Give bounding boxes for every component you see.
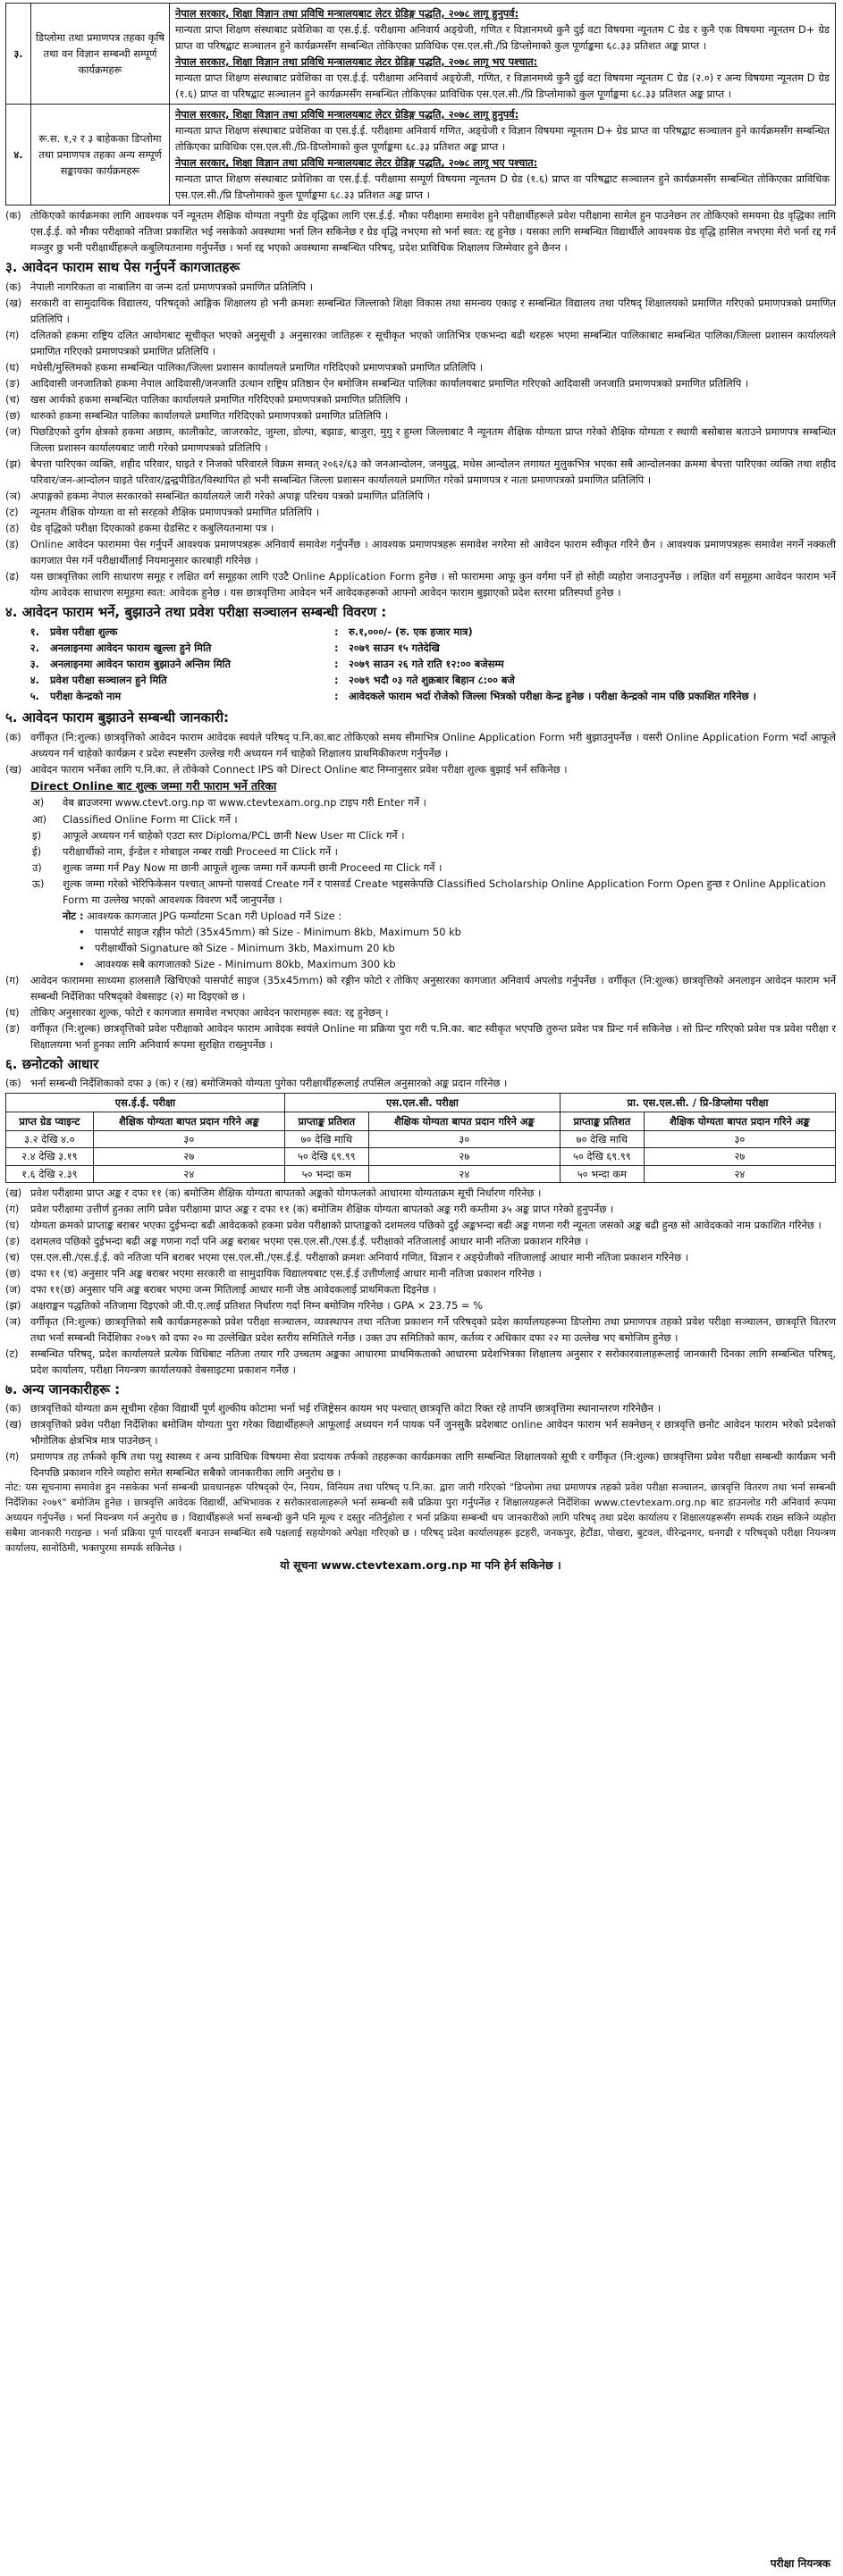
item-marker: (ठ): [5, 522, 20, 535]
selection-item: [5, 1201, 836, 1217]
document-item: [5, 456, 836, 488]
grade-subheader: प्राप्ताङ्क प्रतिशत: [284, 1112, 368, 1131]
item-text: आवेदन फाराममा साध्यमा हालसालै खिचिएको पासपोर्ट साइज (35x45mm) को रङ्गीन फोटो र तोकिए अनुसारका कागजात अनिवार्य अपलोड गर्नुपर्नेछ । वर्गीकृत (नि:शुल्क) छात्रवृत्तिको अनलाइन आवेदन फाराम भर्ने सम्बन्धी निर्देशिका परिषद्को वेबसाइट (२) मा दिइएको छ ।: [30, 973, 836, 1003]
item-marker: (क): [5, 280, 21, 293]
item-marker: (ङ): [5, 1234, 21, 1247]
step-text: शुल्क जम्मा गर्न Pay Now मा छानी आफूले शुल्क जम्मा गर्ने कम्पनी छानी Proceed मा Click गर्ने ।: [63, 860, 443, 874]
item-text: Online आवेदन फाराममा पेस गर्नुपर्ने आवश्यक प्रमाणपत्रहरू अनिवार्य समावेश गर्नुपर्नेछ । आवश्यक प्रमाणपत्रहरू समावेश नगरेमा सो आवेदन फाराम स्वीकृत गरिने छैन । आवश्यक प्रमाणपत्रहरू समावेश नगर्ने नक्कली कागजात पेस गर्ने परीक्षार्थीलाई नियमानुसार कारबाही गरिनेछ ।: [30, 538, 836, 567]
note-ka: (क) तोकिएको कार्यक्रमका लागि आवश्यक पर्ने न्यूनतम शैक्षिक योग्यता नपुगी ग्रेड वृद्धिका लागि एस.ई.ई. मौका परीक्षामा समावेश हुने परीक्षार्थीहरूले प्रवेश परीक्षामा सामेल हुन पाउनेछन तर तोकिएको समयमा ग्रेड वृद्धिका लागि एस.ई.ई. को मौका परीक्षाको नतिजा प्रकाशित भई नसकेको अवस्थामा भर्ना लिन सकिनेछ र ग्रेड वृद्धि नभएमा सो भर्ना स्वत: रद्द हुनेछ । यसका लागि सम्बन्धित विद्यार्थीले आवश्यक ग्रेड वृद्धि हासिल नभएमा मेरो भर्ना रद्द गर्न मञ्जुर छु भनी परीक्षार्थीहरूले कबुलियतनामा गर्नुपर्नेछ । भर्ना रद्द भएको अवस्थामा सम्बन्धित परिषद्, प्रदेश प्राविधिक शिक्षालय जिम्मेवार हुने छैनन ।: [5, 209, 836, 255]
eligibility-row: [6, 4, 836, 105]
item-marker: (क): [5, 1402, 21, 1415]
item-marker: (घ): [5, 361, 20, 373]
step-marker: अ): [32, 796, 45, 810]
schedule-label: प्रवेश परीक्षा शुल्क: [50, 625, 118, 638]
item-marker: (ग): [5, 328, 20, 341]
row-number: ४.: [6, 105, 31, 206]
item-marker: (छ): [5, 1266, 21, 1280]
bullet-icon: •: [79, 925, 85, 938]
item-text: तोकिए अनुसारका शुल्क, फोटो र कागजात समावेश नभएका आवेदन फारामहरू स्वत: रद्द हुनेछन् ।: [30, 1005, 389, 1019]
eligibility-text: मान्यता प्राप्त शिक्षण संस्थाबाट प्रवेशिका वा एस.ई.ई. परीक्षामा अनिवार्य गणित, अङ्ग्रेजी र विज्ञान विषयमा न्यूनतम D+ ग्रेड प्राप्त वा परिषद्बाट सञ्चालन हुने कार्यक्रमसँग सम्बन्धित तोकिएका प्राविधिक एस.एल.सी./प्रि-डिप्लोमाको कुल पूर्णाङ्कमा ६८.३३ प्रतिशत अङ्क प्राप्त ।: [175, 124, 830, 154]
item-text: खस आर्यको हकमा सम्बन्धित पालिका कार्यालयले प्रमाणित गरिदिएको प्रमाणपत्रको प्रमाणित प्रतिलिपि ।: [30, 393, 409, 407]
schedule-value: २०७९ साउन १५ गतेदेखि: [349, 641, 440, 654]
section-5-title: ५. आवेदन फाराम बुझाउने सम्बन्धी जानकारी:: [5, 709, 229, 726]
schedule-number: २.: [30, 641, 39, 654]
item-text: अक्षराङ्कन पद्धतिको नतिजामा दिइएको जी.पी.ए.लाई प्रतिशत निर्धारण गर्दा निम्न बमोजिम गरिनेछ । GPA × 23.75 = %: [30, 1298, 483, 1312]
grade-cell: ३०: [93, 1131, 284, 1148]
online-step: [5, 794, 836, 810]
grade-cell: २.४ देखि ३.१९: [6, 1148, 94, 1165]
schedule-label: परीक्षा केन्द्रको नाम: [50, 689, 122, 702]
item-marker: (ड): [5, 538, 19, 551]
schedule-number: ४.: [30, 673, 39, 686]
step-marker: उ): [32, 860, 42, 874]
grade-group-see: एस.ई.ई. परीक्षा: [6, 1094, 285, 1112]
schedule-value: २०७९ भदौ ०३ गते शुक्रबार बिहान ८:०० बजे: [349, 673, 515, 686]
grade-subheader: शैक्षिक योग्यता बापत प्रदान गरिने अङ्क: [644, 1112, 835, 1131]
grade-subheader: प्राप्ताङ्क प्रतिशत: [560, 1112, 644, 1131]
item-text: सरकारी वा सामुदायिक विद्यालय, परिषद्को आङ्गिक शिक्षालय हो भनी क्रमशः सम्बन्धित जिल्लाको शिक्षा विकास तथा समन्वय एकाइ र सम्बन्धित विद्यालय तथा परिषद् शिक्षालयको प्रमाणित गरिएको प्रमाणपत्रको प्रमाणित प्रतिलिपि ।: [30, 296, 836, 325]
schedule-label: प्रवेश परीक्षा सञ्चालन हुने मिति: [50, 673, 167, 686]
grade-row: [6, 1165, 836, 1182]
schedule-row: [5, 672, 836, 688]
item-text: मधेसी/मुस्लिमको हकमा सम्बन्धित पालिका/जिल्ला प्रशासन कार्यालयले प्रमाणित गरिदिएको प्रमाणपत्रको प्रमाणित प्रतिलिपि ।: [30, 361, 484, 373]
document-item: [5, 375, 836, 391]
item-text: प्रवेश परीक्षामा उत्तीर्ण हुनका लागि प्रवेश परीक्षामा प्राप्त अङ्क र दफा ११ (क) बमोजिम शैक्षिक योग्यता बापतको अङ्क गरी कम्तीमा ३५ अङ्क प्राप्त गरेको हुनुपर्नेछ ।: [30, 1202, 614, 1215]
item-marker: (ग): [5, 1202, 20, 1215]
item-text: सम्बन्धित परिषद्, प्रदेश कार्यालयले प्रत्येक विधिबाट नतिजा तयार गरि उच्चतम अङ्कका आधारमा प्राथमिकताको आधारमा प्रदेशभित्रका शिक्षालय अनुसार र सरोकारवालाहरूलाई जानकारी दिनका लागि सम्बन्धित परिषद्, प्रदेश कार्यालय, परीक्षा नियन्त्रण कार्यालयको वेबसाइटमा प्रकाशन गर्नेछ ।: [30, 1347, 836, 1376]
item-marker: (ञ): [5, 1314, 21, 1328]
grade-cell: ५० भन्दा कम: [560, 1165, 644, 1182]
item-text: दशमलव पछिको दुईभन्दा बढी अङ्क गणना गर्दा पनि अङ्क बराबर भएमा एस.एल.सी./एस.ई.ई. परीक्षाको नतिजालाई आधार मानी नतिजा प्रकाशन गरिनेछ ।: [30, 1234, 588, 1247]
step-text: Classified Online Form मा Click गर्ने ।: [63, 812, 238, 826]
item-text: थारुको हकमा सम्बन्धित पालिका कार्यालयले प्रमाणित गरिदिएको प्रमाणपत्रको प्रमाणित प्रतिलिपि ।: [30, 409, 389, 423]
section-5-list-2: [5, 972, 836, 1053]
item-text: वर्गीकृत (नि:शुल्क) छात्रवृत्तिको आवेदन फाराम आवेदक स्वयंले परिषद् प.नि.का.बाट तोकिएको समय सीमाभित्र Online Application Form भरी बुझाउनुपर्नेछ । यसरी Online Application Form भर्दा आफूले अध्ययन गर्न चाहेको कार्यक्रम र प्रदेश स्पष्टसँग उल्लेख गरी अध्ययन गर्न चाहेको शिक्षालय प्राथमिकीकरण गर्नुपर्नेछ ।: [30, 730, 836, 759]
document-item: [5, 407, 836, 424]
item-text: वर्गीकृत (नि:शुल्क) छात्रवृत्तिको सबै कार्यक्रमहरूको प्रवेश परीक्षा सञ्चालन, व्यवस्थापन तथा नतिजा प्रकाशन गर्ने परिषद्को प्रदेश कार्यालयहरूमा डिप्लोमा तथा प्रमाणपत्र तहको प्रवेश परीक्षा सञ्चालन, छात्रवृत्ति वितरण तथा भर्ना सम्बन्धी निर्देशिका २०७९ को दफा २० मा उल्लेखित प्रदेश स्तरीय समितिले गर्नेछ । उक्त उप समितिको काम, कर्तव्य र अधिकार दफा २२ मा उल्लेख भए बमोजिम हुनेछ ।: [30, 1314, 836, 1344]
item-marker: (ग): [5, 973, 20, 986]
item-marker: (ग): [5, 1450, 20, 1464]
item-text: अपाङ्गको हकमा नेपाल सरकारको सम्बन्धित कार्यालयले जारी गरेको अपाङ्ग परिचय पत्रको प्रमाणित प्रतिलिपि ।: [30, 490, 431, 503]
schedule-row: [5, 640, 836, 656]
schedule-number: ३.: [30, 657, 39, 670]
document-item: [5, 536, 836, 568]
item-marker: (छ): [5, 409, 21, 423]
document-item: [5, 391, 836, 407]
item-text: न्यूनतम शैक्षिक योग्यता वा सो सरहको शैक्षिक प्रमाणपत्रको प्रमाणित प्रतिलिपि ।: [30, 506, 320, 519]
schedule-row: [5, 624, 836, 640]
section-5-list: [5, 729, 836, 777]
schedule-colon: :: [334, 657, 339, 670]
item-marker: (ट): [5, 1347, 19, 1360]
section-7-title: ७. अन्य जानकारीहरू :: [5, 1380, 121, 1397]
item-marker: (घ): [5, 1005, 20, 1019]
grade-cell: २७: [368, 1148, 560, 1165]
schedule-colon: :: [334, 673, 339, 686]
schedule-number: १.: [30, 625, 39, 638]
item-text: दफा ११(छ) अनुसार पनि अङ्क बराबर भएमा जन्म मितिलाई आधार मानी जेष्ठ आवेदकलाई प्राथमिकता दिइनेछ ।: [30, 1282, 436, 1296]
item-marker: (ट): [5, 506, 19, 519]
schedule-number: ५.: [30, 689, 39, 702]
submission-item: [5, 761, 836, 777]
step-text: वेब ब्राउजरमा www.ctevt.org.np वा www.ctevtexam.org.np टाइप गरी Enter गर्ने ।: [63, 796, 426, 810]
document-item: [5, 295, 836, 327]
section-3-list: [5, 279, 836, 600]
selection-item: [5, 1297, 836, 1313]
eligibility-details: [170, 4, 836, 105]
grade-cell: ७० देखि माथि: [560, 1131, 644, 1148]
step-text: परीक्षार्थीको नाम, ईन्डेल र मोबाइल नम्बर राखी Proceed मा Click गर्ने ।: [63, 844, 338, 858]
upload-size-item: [5, 940, 836, 956]
bullet-icon: •: [79, 957, 85, 970]
item-marker: (ख): [5, 1418, 22, 1431]
grade-cell: २४: [368, 1165, 560, 1182]
item-marker: (झ): [5, 457, 21, 471]
document-item: [5, 504, 836, 520]
step-text: आफूले अध्ययन गर्न चाहेको एउटा स्तर Diploma/PCL छानी New User मा Click गर्ने ।: [63, 828, 405, 842]
document-item: [5, 279, 836, 295]
item-text: दलितको हकमा राष्ट्रिय दलित आयोगबाट सूचीकृत भएको अनुसूची ३ अनुसारका जातिहरू र सूचीकृत भएको जातिभित्र एकभन्दा बढी थरहरू भएमा सम्बन्धित पालिकाबाट सम्बन्धित पालिका/जिल्ला प्रशासन कार्यालयले प्रमाणित गरिएको प्रमाणपत्रको प्रमाणित प्रतिलिपि ।: [30, 328, 836, 357]
online-step: [5, 843, 836, 860]
row-number: ३.: [6, 4, 31, 105]
item-marker: (ख): [5, 1186, 22, 1199]
item-text: एस.एल.सी./एस.ई.ई. को नतिजा पनि बराबर भएमा एस.एल.सी./एस.ई.ई. परीक्षाको क्रमशः अनिवार्य गणित, विज्ञान र अङ्ग्रेजीको नतिजालाई आधार मानी नतिजा प्रकाशन गरिनेछ ।: [30, 1250, 689, 1263]
schedule-value: रु.१,०००/- (रु. एक हजार मात्र): [349, 625, 473, 638]
upload-size-text: परीक्षार्थीको Signature को Size - Minimum 3kb, Maximum 20 kb: [95, 941, 395, 954]
item-text: यस छात्रवृत्तिका लागि साधारण समूह र लक्षित वर्ग समूहका लागि एउटै Online Application Form हुनेछ । सो फाराममा आफू कुन वर्गमा पर्ने हो सोही व्यहोरा जनाउनुपर्नेछ । लक्षित वर्ग समूहमा आवेदन फाराम भर्ने योग्य आवेदक साधारण समूहमा स्वत: आवेदक हुनेछ । यस छात्रवृत्तिमा आवेदन भर्ने आवेदकहरूको आफ्नो आवेदन फाराम बुझाएको प्रदेश स्तरमा प्रतिस्पर्धा हुनेछ ।: [30, 570, 836, 600]
eligibility-text: मान्यता प्राप्त शिक्षण संस्थाबाट प्रवेशिका वा एस.ई.ई. परीक्षामा अनिवार्य अङ्ग्रेजी, गणित र विज्ञानमध्ये कुनै दुई वटा विषयमा न्यूनतम C ग्रेड र कुनै एक विषयमा न्यूनतम D+ ग्रेड प्राप्त वा परिषद्बाट सञ्चालन हुने कार्यक्रमसँग सम्बन्धित तोकिएका प्राविधिक एस.एल.सी./प्रि डिप्लोमाको कुल पूर्णाङ्कमा ६८.३३ प्रतिशत अङ्क प्राप्त ।: [175, 23, 830, 53]
item-marker: (च): [5, 1250, 21, 1263]
section-4-title: ४. आवेदन फाराम भर्ने, बुझाउने तथा प्रवेश परीक्षा सञ्चालन सम्बन्धी विवरण :: [5, 604, 387, 621]
grade-group-tslc: प्रा. एस.एल.सी. / प्रि-डिप्लोमा परीक्षा: [560, 1094, 835, 1112]
online-step: [5, 827, 836, 843]
eligibility-details: [170, 105, 836, 206]
item-text: छात्रवृत्तिको प्रवेश परीक्षा निर्देशिका बमोजिम योग्यता पुरा गरेका विद्यार्थीहरूले आफूलाई अध्ययन गर्न पायक पर्ने जुनसुकै प्रदेशबाट online आवेदन फाराम भर्न सक्नेछन् र छात्रवृत्ति छनोट आवेदन फाराम भरेको प्रदेशको भौगोलिक क्षेत्रभित्र मात्र पाउनेछन् ।: [30, 1418, 836, 1447]
document-item: [5, 327, 836, 359]
item-text: वर्गीकृत (नि:शुल्क) छात्रवृत्तिको प्रवेश परीक्षाको आवेदन फाराम आवेदक स्वयंले Online मा प्रक्रिया पुरा गरी प.नि.का. बाट स्वीकृत भएपछि तुरुन्त प्रवेश पत्र प्रिन्ट गर्न सकिनेछ । सो प्रिन्ट गरिएको प्रवेश पत्र प्रवेश परीक्षा र शिक्षालयमा भर्ना हुनका लागि अनिवार्य रूपमा सुरक्षित राख्नुपर्नेछ ।: [30, 1021, 836, 1051]
schedule-colon: :: [334, 625, 339, 638]
item-marker: (झ): [5, 1298, 21, 1312]
item-text: दफा ११ (च) अनुसार पनि अङ्क बराबर भएमा सरकारी वा सामुदायिक विद्यालयबाट एस.ई.ई उत्तीर्णलाई आधार मानी नतिजा प्रकाशन गरिनेछ ।: [30, 1266, 542, 1280]
grade-cell: १.६ देखि २.३९: [6, 1165, 94, 1182]
item-text: प्रवेश परीक्षामा प्राप्त अङ्क र दफा ११ (क) बमोजिम शैक्षिक योग्यता बापतको अङ्कको योगफलको आधारमा योग्यताक्रम सूची निर्धारण गरिनेछ ।: [30, 1186, 542, 1199]
upload-note: नोट : आवश्यक कागजात JPG फर्म्याटमा Scan गरी Upload गर्ने Size :: [63, 909, 342, 922]
step-marker: इ): [32, 828, 42, 842]
step-marker: आ): [32, 812, 47, 826]
step-text: शुल्क जम्मा गरेको भेरिफिकेसन पश्चात् आफ्नो पासवर्ड Create गर्ने र पासवर्ड Create भइसकेपछि Classified Scholarship Online Application Form Open हुन्छ र Online Application Form मा उल्लेख भएको आवश्यक विवरण भर्दै जानुपर्नेछ ।: [63, 877, 826, 906]
item-marker: (ख): [5, 762, 22, 776]
eligibility-heading: नेपाल सरकार, शिक्षा विज्ञान तथा प्रविधि मन्त्रालयबाट लेटर ग्रेडिङ्ग पद्धति, २०७८ लागू भए पश्चात:: [175, 156, 538, 170]
item-text: पिछडिएको दुर्गम क्षेत्रको हकमा अछाम, कालीकोट, जाजरकोट, जुम्ला, डोल्पा, बझाङ, बाजुरा, मुगु र हुम्ला जिल्लाबाट नै न्यूनतम शैक्षिक योग्यता प्राप्त गरेको शैक्षिक योग्यता र स्थायी बसोबास बताउने प्रमाणपत्र सम्बन्धित जिल्ला प्रशासन कार्यालयबाट जारी गरेको प्रमाणपत्रको प्रतिलिपि ।: [30, 425, 836, 455]
grade-cell: ३.२ देखि ४.०: [6, 1131, 94, 1148]
bullet-icon: •: [79, 941, 85, 954]
grade-cell: ५० भन्दा कम: [284, 1165, 368, 1182]
document-item: [5, 488, 836, 504]
program-name: रू.स. १,२ र ३ बाहेकका डिप्लोमा तथा प्रमाणपत्र तहका अन्य सम्पूर्ण सङ्कायका कार्यक्रमहरू: [31, 105, 170, 206]
schedule-label: अनलाइनमा आवेदन फाराम खुल्ला हुने मिति: [50, 641, 212, 654]
schedule-value: आवेदकले फाराम भर्दा रोजेको जिल्ला भित्रको परीक्षा केन्द्र हुनेछ । परीक्षा केन्द्रको नाम पछि प्रकाशित गरिनेछ ।: [349, 689, 756, 702]
item-marker: (ज): [5, 1282, 21, 1296]
item-marker: (ज): [5, 425, 21, 439]
section-6-title: ६. छनोटको आधार: [5, 1055, 99, 1072]
grade-row: [6, 1131, 836, 1148]
item-marker: (ङ): [5, 1021, 21, 1035]
upload-size-item: [5, 924, 836, 940]
item-marker: (ढ): [5, 570, 20, 583]
grade-cell: २४: [93, 1165, 284, 1182]
direct-online-steps: [5, 794, 836, 907]
selection-item: [5, 1217, 836, 1233]
section-6-list: [5, 1185, 836, 1378]
selection-item: [5, 1185, 836, 1201]
grade-subheader: शैक्षिक योग्यता बापत प्रदान गरिने अङ्क: [368, 1112, 560, 1131]
item-text: प्रमाणपत्र तह तर्फको कृषि तथा पशु स्वास्थ्य र अन्य प्राविधिक विषयमा सेवा प्रदायक तर्फको तहहरूका कार्यक्रमका लागि सम्बन्धित शिक्षालयको सूची र वर्गीकृत (नि:शुल्क) छात्रवृत्तिमा प्रवेश परीक्षा सम्बन्धी कार्यक्रम भनी दिनपछि प्रकाशन गरिने व्यहोरा समेत सम्बन्धित सबैको जानकारीका लागि अनुरोध छ ।: [30, 1450, 836, 1480]
selection-item: [5, 1265, 836, 1281]
selection-item: [5, 1346, 836, 1378]
selection-item: [5, 1313, 836, 1346]
website-note: यो सूचना www.ctevtexam.org.np मा पनि हेर्न सकिनेछ ।: [280, 1557, 561, 1572]
program-name: डिप्लोमा तथा प्रमाणपत्र तहका कृषि तथा वन विज्ञान सम्बन्धी सम्पूर्ण कार्यक्रमहरू: [31, 4, 170, 105]
footnote: नोट: यस सूचनामा समावेश हुन नसकेका भर्ना सम्बन्धी प्रावधानहरू परिषद्को ऐन, नियम, विनियम तथा परिषद् प.नि.का. द्वारा जारी गरिएको "डिप्लोमा तथा प्रमाणपत्र तहको प्रवेश परीक्षा सञ्चालन, छात्रवृत्ति वितरण तथा भर्ना सम्बन्धी निर्देशिका २०७९" बमोजिम हुनेछ । छात्रवृत्ति आवेदक विद्यार्थी, अभिभावक र सरोकारवालाहरूले भर्ना सम्बन्धी सबै प्रक्रिया पुरा गर्नुपर्नेछ र शिक्षालयहरूले निर्देशिका www.ctevtexam.org.np बाट डाउनलोड गरी अनिवार्य रूपमा अध्ययन गर्नुपर्नेछ । भर्ना नियन्त्रण गर्न अनुरोध छ । विद्यार्थीहरूले भर्ना सम्बन्धी कुनै पनि मूल्य र दस्तुर नतिर्नुहोला र भर्ना प्रक्रिया सम्बन्धी थप जानकारीको लागि परिषद् तथा प्रदेश कार्यालय र शिक्षालयहरूसँग सम्पर्क राख्न सकिने व्यहोरा सबैमा जानकारी गराइन्छ । भर्ना प्रक्रिया पूर्ण पारदर्शी बनाउन सम्बन्धित सबै पक्षलाई सहयोगको अपेक्षा गरिएको छ । परिषद् प्रदेश कार्यालयहरू इटहरी, जनकपुर, हेटौंडा, पोखरा, बुटवल, वीरेन्द्रनगर, धनगढी र परिषद्को परीक्षा नियन्त्रण कार्यालय, सानोठिमी, भक्तपुरमा सम्पर्क सकिनेछ ।: [5, 1481, 836, 1555]
online-step: [5, 876, 836, 908]
section-3-title: ३. आवेदन फाराम साथ पेस गर्नुपर्ने कागजातहरू: [5, 259, 240, 276]
other-info-item: [5, 1416, 836, 1448]
schedule-row: [5, 688, 836, 704]
step-marker: ऊ): [32, 877, 45, 890]
grade-subheader: शैक्षिक योग्यता बापत प्रदान गरिने अङ्क: [93, 1112, 284, 1131]
grade-cell: ५० देखि ६९.९९: [284, 1148, 368, 1165]
grade-cell: ३०: [644, 1131, 835, 1148]
eligibility-table: [5, 3, 836, 206]
grade-cell: ५० देखि ६९.९९: [560, 1148, 644, 1165]
grade-cell: ७० देखि माथि: [284, 1131, 368, 1148]
eligibility-heading: नेपाल सरकार, शिक्षा विज्ञान तथा प्रविधि मन्त्रालयबाट लेटर ग्रेडिङ्ग पद्धति, २०७८ लागू हुनुपर्व:: [175, 108, 519, 122]
grade-group-slc: एस.एल.सी. परीक्षा: [284, 1094, 560, 1112]
item-marker: (ङ): [5, 377, 21, 390]
submission-item: [5, 1020, 836, 1053]
eligibility-text: मान्यता प्राप्त शिक्षण संस्थाबाट प्रवेशिका वा एस.ई.ई. परीक्षामा अनिवार्य अङ्ग्रेजी, गणित, र विज्ञानमध्ये कुनै दुई वटा विषयमा न्यूनतम C ग्रेड (२.०) र अन्य विषयमा न्यूनतम D ग्रेड (१.६) प्राप्त वा परिषद्बाट सञ्चालन हुने कार्यक्रमसँग सम्बन्धित तोकिएका प्राविधिक एस.एल.सी./प्रि डिप्लोमाको कुल पूर्णाङ्कमा ६८.३३ प्रतिशत अङ्क प्राप्त ।: [175, 71, 830, 101]
item-marker: (ख): [5, 296, 22, 309]
eligibility-row: [6, 105, 836, 206]
eligibility-heading: नेपाल सरकार, शिक्षा विज्ञान तथा प्रविधि मन्त्रालयबाट लेटर ग्रेडिङ्ग पद्धति, २०७८ लागू हुनुपर्व:: [175, 7, 519, 20]
item-marker: (ञ): [5, 490, 21, 503]
grade-cell: ३०: [368, 1131, 560, 1148]
item-marker: (च): [5, 393, 21, 407]
upload-size-list: [5, 924, 836, 972]
grade-cell: २७: [644, 1148, 835, 1165]
item-marker: (घ): [5, 1218, 20, 1231]
other-info-item: [5, 1400, 836, 1416]
item-text: योग्यता क्रमको प्राप्ताङ्क बराबर भएका दुईभन्दा बढी आवेदकको हकमा प्रवेश परीक्षाको प्राप्ताङ्कको दशमलव पछिको दुई अङ्कभन्दा बढी अङ्क गणना गरी न्यूनता जसको अङ्क बढी हुन्छ सो आवेदकको नाम प्रकाशित गरिनेछ ।: [30, 1218, 822, 1231]
schedule-label: अनलाइनमा आवेदन फाराम बुझाउने अन्तिम मिति: [50, 657, 231, 670]
item-text: आवेदन फाराम भर्नेका लागि प.नि.का. ले तोकेको Connect IPS को Direct Online बाट निम्नानुसार प्रवेश परीक्षा शुल्क बुझाई भर्न सकिनेछ ।: [30, 762, 568, 776]
eligibility-heading: नेपाल सरकार, शिक्षा विज्ञान तथा प्रविधि मन्त्रालयबाट लेटर ग्रेडिङ्ग पद्धति, २०७८ लागू भए पश्चात:: [175, 55, 538, 69]
submission-item: [5, 972, 836, 1004]
grade-row: [6, 1148, 836, 1165]
schedule-table: [5, 624, 836, 704]
submission-item: [5, 1004, 836, 1020]
schedule-colon: :: [334, 689, 339, 702]
item-text: आदिवासी जनजातिको हकमा नेपाल आदिवासी/जनजाति उत्थान राष्ट्रिय प्रतिष्ठान ऐन बमोजिम सम्बन्धित पालिका कार्यालयबाट प्रमाणित गरिएको आदिवासी जनजाति प्रमाणपत्रको प्रमाणित प्रतिलिपि ।: [30, 377, 749, 390]
document-item: [5, 359, 836, 375]
item-text: नेपाली नागरिकता वा नाबालिग वा जन्म दर्ता प्रमाणपत्रको प्रमाणित प्रतिलिपि ।: [30, 280, 314, 293]
item-text: बेपत्ता पारिएका व्यक्ति, शहीद परिवार, घाइते र निजको परिवारले विक्रम सम्वत् २०६२/६३ को जनआन्दोलन, जनयुद्ध, मधेस आन्दोलन लगायत मुलुकभित्र भएका सबै आन्दोलनका क्रममा बेपत्ता पारिएका व्यक्ति तथा शहीद परिवार/जन-आन्दोलन घाइते परिवार/द्वन्द्वपीडित/विस्थापित हो भनी सम्बन्धित जिल्ला प्रशासन कार्यालयले प्रमाणित गरेको प्रमाणपत्र र नाता प्रमाणपत्रको प्रमाणित प्रतिलिपि ।: [30, 457, 836, 487]
online-step: [5, 860, 836, 876]
upload-size-item: [5, 956, 836, 972]
grade-cell: २७: [93, 1148, 284, 1165]
selection-item: [5, 1249, 836, 1265]
signature-title: परीक्षा नियन्त्रक: [770, 2557, 830, 2571]
document-item: [5, 520, 836, 536]
grade-table: [5, 1093, 836, 1182]
selection-item: [5, 1281, 836, 1297]
submission-item: [5, 729, 836, 761]
upload-size-text: आवश्यक सबै कागजातको Size - Minimum 80kb, Maximum 300 kb: [95, 957, 396, 970]
item-marker: (क): [5, 730, 21, 743]
selection-item: [5, 1233, 836, 1249]
step-marker: ई): [32, 844, 42, 858]
item-text: ग्रेड वृद्धिको परीक्षा दिएकाको हकमा ग्रेडसिट र कबुलियतनामा पत्र ।: [30, 522, 274, 535]
document-item: [5, 424, 836, 456]
schedule-colon: :: [334, 641, 339, 654]
online-step: [5, 811, 836, 827]
eligibility-text: मान्यता प्राप्त शिक्षण संस्थाबाट प्रवेशिका वा एस.ई.ई. परीक्षामा सम्पूर्ण विषयमा न्यूनतम D ग्रेड (१.६) प्राप्त वा परिषद्बाट सञ्चालन हुने कार्यक्रमसँग सम्बन्धित तोकिएका प्राविधिक एस.एल.सी./प्रि डिप्लोमाको कुल पूर्णाङ्कमा ६८.३३ प्रतिशत अङ्क प्राप्त ।: [175, 172, 830, 202]
upload-size-text: पासपोर्ट साइज रङ्गीन फोटो (35x45mm) को Size - Minimum 8kb, Maximum 50 kb: [95, 925, 461, 938]
document-item: [5, 568, 836, 600]
other-info-item: [5, 1448, 836, 1481]
grade-cell: २४: [644, 1165, 835, 1182]
schedule-row: [5, 656, 836, 672]
item-text: छात्रवृत्तिको योग्यता क्रम सूचीमा रहेका विद्यार्थी पूर्ण शुल्कीय कोटामा भर्ना भई रजिष्ट्रेसन कायम भए पश्चात् छात्रवृत्ति कोटा रिक्त रहे तापनि छात्रवृत्तिमा स्थानान्तरण गरिनेछैन ।: [30, 1402, 662, 1415]
section-7-list: [5, 1400, 836, 1481]
grade-subheader: प्राप्त ग्रेड प्वाइन्ट: [6, 1112, 94, 1131]
section-6-intro: (क) भर्ना सम्बन्धी निर्देशिकाको दफा ३ (क) र (ख) बमोजिमको योग्यता पुगेका परीक्षार्थीहरूलाई तपसिल अनुसारको अङ्क प्रदान गरिनेछ ।: [5, 1077, 508, 1090]
direct-online-title: Direct Online बाट शुल्क जम्मा गरी फाराम भर्ने तरिका: [30, 778, 277, 793]
schedule-value: २०७९ साउन २६ गते राति १२:०० बजेसम्म: [349, 657, 504, 670]
